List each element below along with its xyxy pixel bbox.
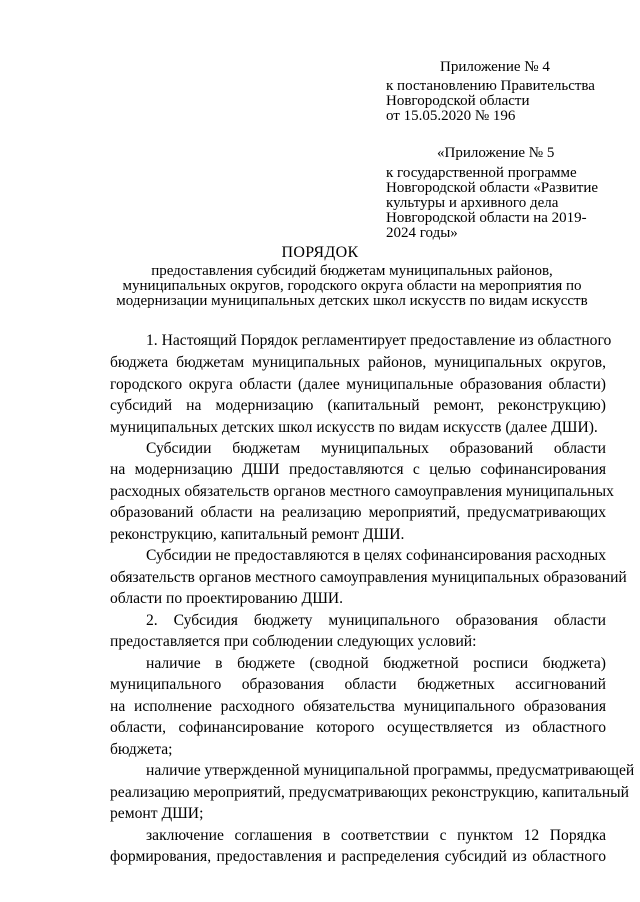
paragraph-line: 1. Настоящий Порядок регламентирует предоставление из областного xyxy=(146,332,612,349)
paragraph-line: образований области на реализацию мероприятий, предусматривающих xyxy=(110,504,606,521)
paragraph-line: бюджета бюджетам муниципальных районов, муниципальных округов, xyxy=(110,354,606,371)
paragraph-line: наличие в бюджете (сводной бюджетной росписи бюджета) xyxy=(146,655,606,672)
paragraph-line: формирования, предоставления и распределения субсидий из областного xyxy=(110,848,606,865)
paragraph-line: заключение соглашения в соответствии с пунктом 12 Порядка xyxy=(146,827,606,844)
paragraph-line: субсидий на модернизацию (капитальный ремонт, реконструкцию) xyxy=(110,397,606,414)
paragraph-line: бюджета; xyxy=(110,741,173,758)
paragraph-line: ремонт ДШИ; xyxy=(110,805,204,822)
appendix-line: к государственной программе xyxy=(386,165,577,181)
paragraph-line: на модернизацию ДШИ предоставляются с целью софинансирования xyxy=(110,461,606,478)
paragraph-line: области, софинансирование которого осуществляется из областного xyxy=(110,719,606,736)
paragraph-line: реализацию мероприятий, предусматривающих реконструкцию, капитальный xyxy=(110,784,630,801)
appendix-line: Новгородской области xyxy=(386,93,530,109)
subtitle-line: муниципальных округов, городского округа области на мероприятия по xyxy=(122,278,582,294)
appendix-line: от 15.05.2020 № 196 xyxy=(386,108,516,124)
paragraph-line: Субсидии не предоставляются в целях софинансирования расходных xyxy=(146,547,607,564)
subtitle-line: модернизации муниципальных детских школ искусств по видам искусств xyxy=(116,293,588,309)
appendix-line: культуры и архивного дела xyxy=(386,195,559,211)
paragraph-line: городского округа области (далее муниципальные образования области) xyxy=(110,376,606,393)
paragraph-line: муниципального образования области бюджетных ассигнований xyxy=(110,676,606,693)
appendix-title: «Приложение № 5 xyxy=(437,145,555,161)
paragraph-line: наличие утвержденной муниципальной программы, предусматривающей xyxy=(146,762,635,779)
paragraph-line: муниципальных детских школ искусств по видам искусств (далее ДШИ). xyxy=(110,419,598,436)
appendix-line: 2024 годы» xyxy=(386,225,458,241)
paragraph-line: 2. Субсидия бюджету муниципального образования области xyxy=(146,612,606,629)
appendix-title: Приложение № 4 xyxy=(440,59,550,75)
appendix-line: к постановлению Правительства xyxy=(386,78,595,94)
paragraph-line: расходных обязательств органов местного самоуправления муниципальных xyxy=(110,483,614,500)
paragraph-line: реконструкцию, капитальный ремонт ДШИ. xyxy=(110,526,405,543)
document-title: ПОРЯДОК xyxy=(281,244,359,261)
paragraph-line: Субсидии бюджетам муниципальных образований области xyxy=(146,440,606,457)
paragraph-line: области по проектированию ДШИ. xyxy=(110,590,344,607)
appendix-line: Новгородской области на 2019- xyxy=(386,210,587,226)
paragraph-line: предоставляется при соблюдении следующих условий: xyxy=(110,633,477,650)
paragraph-line: обязательств органов местного самоуправления муниципальных образований xyxy=(110,569,627,586)
appendix-line: Новгородской области «Развитие xyxy=(386,180,599,196)
paragraph-line: на исполнение расходного обязательства муниципального образования xyxy=(110,698,606,715)
subtitle-line: предоставления субсидий бюджетам муниципальных районов, xyxy=(151,263,553,279)
